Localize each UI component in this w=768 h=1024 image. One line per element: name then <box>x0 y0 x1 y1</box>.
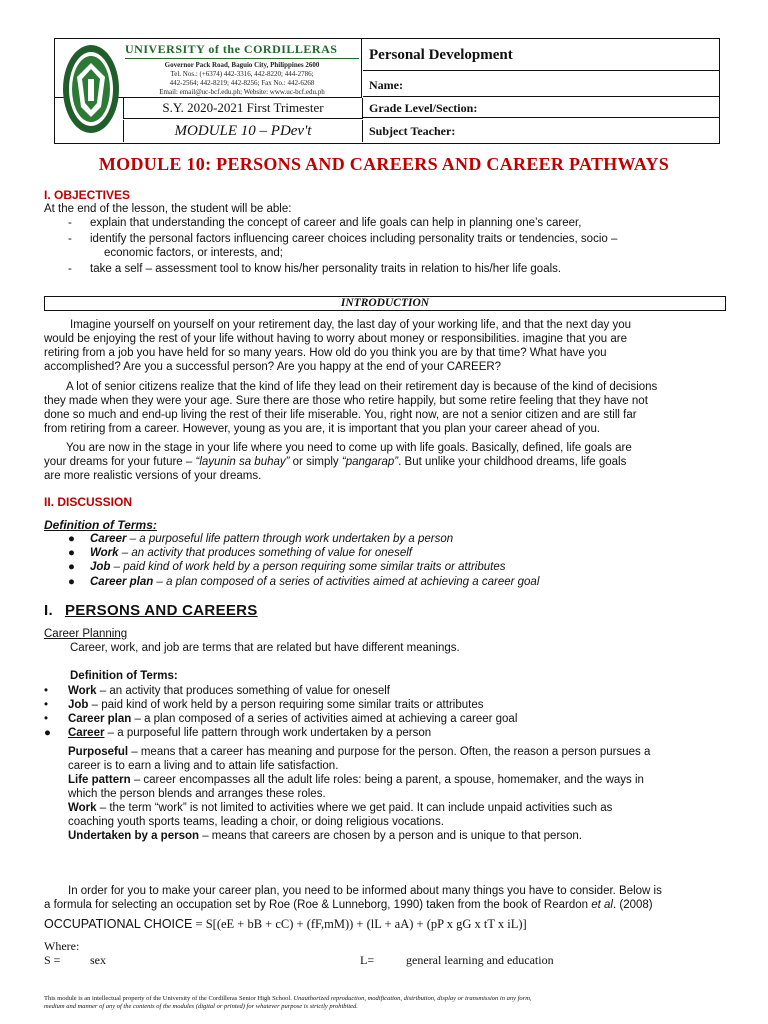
plan-italic: et al <box>591 899 613 911</box>
career-planning-text: Career, work, and job are terms that are related but have different meanings. <box>70 642 460 654</box>
definition-of-terms-title-2: Definition of Terms: <box>70 670 178 682</box>
l-definition: general learning and education <box>406 953 554 967</box>
heading-text: PERSONS AND CAREERS <box>64 602 258 619</box>
intro-italic-pangarap: “pangarap” <box>341 456 399 468</box>
university-seal-icon <box>61 43 121 135</box>
term-item <box>68 712 517 726</box>
intro-p3-line: You are now in the stage in your life where you need to come up with life goals. Basically, defined, life goals are <box>66 442 632 454</box>
l-symbol: L= <box>360 953 375 967</box>
explain-text-cont: career is to earn a living and to attain life satisfaction. <box>68 760 339 772</box>
module-header-table <box>54 38 720 144</box>
explain-term: Undertaken by a person <box>68 830 200 842</box>
footer-italic: Unauthorized reproduction, modification, distribution, display or transmission in any form, <box>293 995 532 1002</box>
objective-dash: - <box>68 233 72 245</box>
subject-teacher-field: Subject Teacher: <box>369 124 456 138</box>
intro-p2-line: done so much and end-up living the rest of their life miserable. You, right now, are not a senior citizen and are still far <box>44 409 637 421</box>
explain-term: Life pattern <box>68 774 131 786</box>
s-definition: sex <box>90 953 106 967</box>
objective-item: take a self – assessment tool to know his/her personality traits in relation to his/her life goals. <box>90 263 562 275</box>
career-plan-text: In order for you to make your career plan, you need to be informed about many things you have to consider. Below is <box>68 885 662 897</box>
intro-text: or simply <box>289 456 342 468</box>
intro-italic-layunin: “layunin sa buhay” <box>195 456 290 468</box>
formula-text: = S[(eE + bB + cC) + (fF,mM)) + (lL + aA) + (pP x gG x tT x iL)] <box>192 917 527 931</box>
formula-label: OCCUPATIONAL CHOICE <box>44 917 193 931</box>
term-name: Career plan <box>90 576 154 588</box>
explain-text: – means that careers are chosen by a person and is unique to that person. <box>199 830 582 842</box>
objective-dash: - <box>68 217 72 229</box>
intro-p1-line: Imagine yourself on yourself on your retirement day, the last day of your working life, and that the next day you <box>70 319 632 331</box>
university-email: Email: email@uc-bcf.edu.ph; Website: www.uc-bcf.edu.ph <box>159 88 325 96</box>
term-item <box>90 532 453 546</box>
intro-p3-line: are more realistic versions of your dreams. <box>44 470 262 482</box>
plan-text: . (2008) <box>612 899 653 911</box>
explain-term: Purposeful <box>68 746 129 758</box>
s-symbol: S = <box>44 953 61 967</box>
objective-item-cont: economic factors, or interests, and; <box>104 247 283 259</box>
footer-italic: medium and manner of any of the contents of the modules (digital or printed) for whatever purpose is strictly prohibited. <box>44 1003 358 1010</box>
term-item <box>68 698 483 712</box>
module-title: MODULE 10: PERSONS AND CAREERS AND CAREER PATHWAYS <box>98 154 670 174</box>
term-item <box>90 560 505 574</box>
bullet-icon: ● <box>68 533 75 545</box>
intro-text: your dreams for your future – <box>44 456 196 468</box>
discussion-heading: II. DISCUSSION <box>44 495 133 509</box>
subject-title: Personal Development <box>363 39 719 71</box>
explain-term: Work <box>68 802 97 814</box>
explain-item <box>68 773 644 787</box>
term-name: Work <box>68 685 97 697</box>
university-tel-fax: 442-2564; 442-8219; 442-8256; Fax No.: 442-6268 <box>169 79 315 87</box>
heading-number: I. <box>44 602 53 619</box>
term-name: Job <box>68 699 89 711</box>
term-def: – paid kind of work held by a person requiring some similar traits or attributes <box>88 699 484 711</box>
explain-text-cont: which the person blends and arranges these roles. <box>68 788 326 800</box>
where-label: Where: <box>44 939 80 953</box>
term-def: – an activity that produces something of value for oneself <box>118 547 412 559</box>
bullet-icon: • <box>44 699 49 711</box>
bullet-icon: ● <box>68 576 75 588</box>
term-item <box>90 575 539 589</box>
term-item <box>68 684 390 698</box>
explain-text: – means that a career has meaning and purpose for the person. Often, the reason a person pursues a <box>128 746 651 758</box>
objective-item: explain that understanding the concept of career and life goals can help in planning one’s career, <box>90 217 582 229</box>
introduction-heading: INTRODUCTION <box>44 296 726 311</box>
career-plan-text-cont <box>44 898 653 912</box>
copyright-footer <box>44 995 724 1011</box>
term-item <box>68 726 431 740</box>
term-def: – a purposeful life pattern through work undertaken by a person <box>104 727 432 739</box>
university-tel: Tel. Nos.: (+6374) 442-3316, 442-8220; 444-2786; <box>170 70 314 78</box>
intro-p2-line: they made when they were your age. Sure there are those who retire happily, but some retire feeling that they have not <box>44 395 648 407</box>
university-name: UNIVERSITY of the CORDILLERAS <box>125 42 359 59</box>
intro-text: . But unlike your childhood dreams, life goals <box>398 456 627 468</box>
term-def: – paid kind of work held by a person requiring some similar traits or attributes <box>110 561 506 573</box>
occupational-choice-formula <box>44 917 527 931</box>
term-name: Job <box>90 561 111 573</box>
term-name: Career <box>68 727 105 739</box>
explain-text: – the term “work” is not limited to activities where we get paid. It can include unpaid activities such as <box>96 802 613 814</box>
term-def: – a purposeful life pattern through work undertaken by a person <box>126 533 454 545</box>
plan-text: a formula for selecting an occupation set by Roe (Roe & Lunneborg, 1990) taken from the book of Reardon <box>44 899 592 911</box>
term-name: Career plan <box>68 713 132 725</box>
intro-p1-line: accomplished? Are you a successful person? Are you happy at the end of your CAREER? <box>44 361 502 373</box>
explain-text-cont: coaching youth sports teams, leading a choir, or doing religious vocations. <box>68 816 444 828</box>
explain-text: – career encompasses all the adult life roles: being a parent, a spouse, homemaker, and the ways in <box>130 774 644 786</box>
objectives-heading: I. OBJECTIVES <box>44 188 131 202</box>
bullet-icon: ● <box>68 547 75 559</box>
name-field: Name: <box>363 73 719 97</box>
objective-item: identify the personal factors influencing career choices including personality traits or tendencies, socio – <box>90 233 618 245</box>
grade-section-field: Grade Level/Section: <box>363 98 719 118</box>
objective-dash: - <box>68 263 72 275</box>
objectives-intro: At the end of the lesson, the student will be able: <box>44 203 292 215</box>
term-def: – a plan composed of a series of activities aimed at achieving a career goal <box>131 713 518 725</box>
intro-p2-line: A lot of senior citizens realize that the kind of life they lead on their retirement day is because of the kind of decisions <box>66 381 658 393</box>
term-item <box>90 546 412 560</box>
module-label: MODULE 10 – PDev't <box>123 120 363 142</box>
persons-careers-heading <box>44 602 258 619</box>
university-info <box>125 42 359 97</box>
intro-p1-line: would be enjoying the rest of your life without having to worry about money or responsibilities. imagine that you are <box>44 333 627 345</box>
term-def: – an activity that produces something of value for oneself <box>96 685 390 697</box>
career-planning-subheading: Career Planning <box>44 628 128 640</box>
term-name: Career <box>90 533 127 545</box>
university-address: Governor Pack Road, Baguio City, Philippines 2600 <box>164 61 320 69</box>
footer-text: This module is an intellectual property of the University of the Cordilleras Senior High School. <box>44 995 294 1002</box>
term-name: Work <box>90 547 119 559</box>
intro-p3-line-mixed <box>44 455 626 469</box>
term-def: – a plan composed of a series of activities aimed at achieving a career goal <box>153 576 540 588</box>
bullet-icon: • <box>44 685 49 697</box>
explain-item <box>68 745 650 759</box>
bullet-icon: ● <box>44 727 51 739</box>
bullet-icon: ● <box>68 561 75 573</box>
explain-item <box>68 829 582 843</box>
bullet-icon: • <box>44 713 49 725</box>
student-info-cells <box>363 39 719 143</box>
explain-item <box>68 801 612 815</box>
school-year: S.Y. 2020-2021 First Trimester <box>123 98 363 119</box>
intro-p2-line: from retiring from a career. However, young as you are, it is important that you plan your career ahead of you. <box>44 423 601 435</box>
definition-of-terms-title: Definition of Terms: <box>44 518 157 532</box>
intro-p1-line: retiring from a job you have held for so many years. How old do you think you are by that time? What have you <box>44 347 607 359</box>
